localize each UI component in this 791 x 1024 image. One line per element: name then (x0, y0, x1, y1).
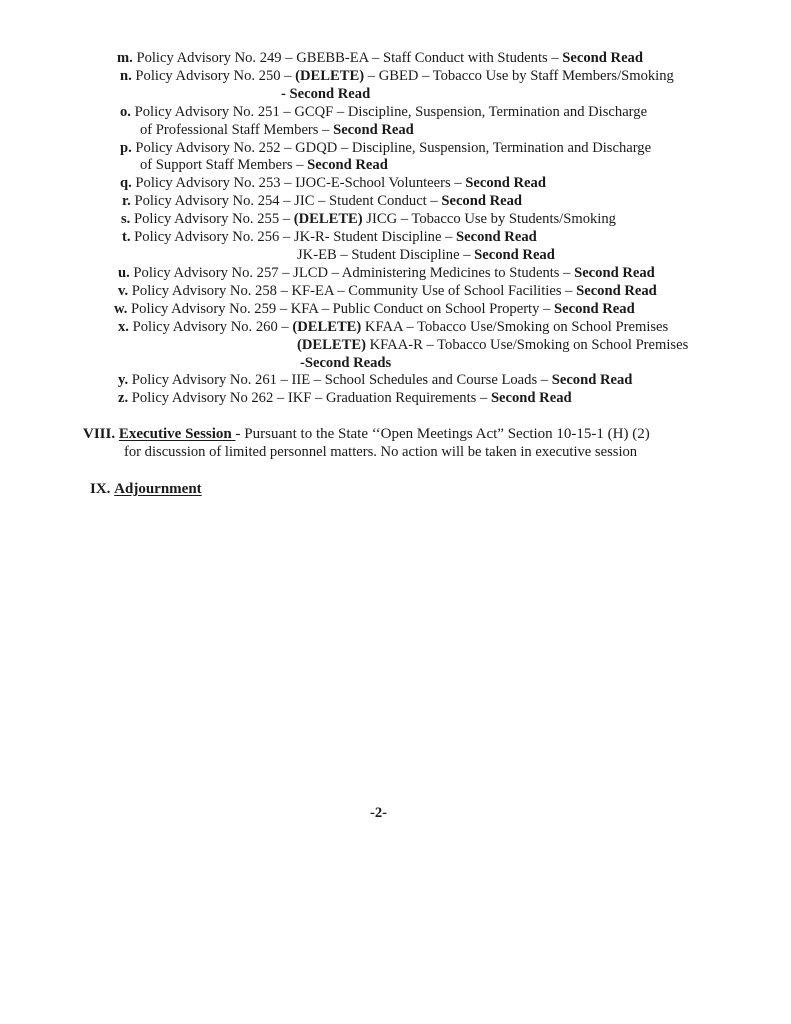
item-letter: u. (118, 265, 130, 281)
item-text: Policy Advisory No 262 – IKF – Graduation Requirements – (131, 390, 491, 406)
list-item (114, 301, 635, 318)
item-status: -Second Reads (300, 355, 392, 371)
list-item (120, 140, 651, 157)
section-number: VIII. (83, 426, 116, 442)
section-title: Adjournment (114, 481, 202, 497)
list-item (118, 319, 668, 336)
item-text: of Professional Staff Members – (140, 122, 334, 138)
list-item (117, 50, 643, 67)
item-status: Second Read (456, 229, 537, 245)
list-item (122, 229, 537, 246)
item-letter: r. (122, 193, 131, 209)
item-status: Second Read (562, 50, 643, 66)
section-text: for discussion of limited personnel matters. No action will be taken in executive session (124, 444, 638, 460)
list-item (118, 283, 657, 300)
item-text: JK-EB – Student Discipline – (297, 247, 475, 263)
list-item (118, 265, 655, 282)
delete-tag: (DELETE) (297, 337, 366, 353)
item-text: Policy Advisory No. 259 – KFA – Public Conduct on School Property – (131, 301, 555, 317)
item-letter: x. (118, 319, 129, 335)
item-status: Second Read (490, 390, 572, 406)
list-item-continuation (297, 247, 555, 264)
item-text-continued: JICG – Tobacco Use by Students/Smoking (362, 211, 616, 227)
section-number: IX. (90, 481, 111, 497)
item-text: Policy Advisory No. 254 – JIC – Student Conduct – (134, 193, 442, 209)
item-status: Second Read (333, 122, 414, 138)
item-status: Second Read (554, 301, 635, 317)
section-text-continuation (124, 444, 637, 461)
list-item (118, 372, 632, 389)
list-item-continuation (297, 337, 688, 354)
list-item (120, 175, 546, 192)
item-text: Policy Advisory No. 249 – GBEBB-EA – Staff Conduct with Students – (136, 50, 563, 66)
item-letter: v. (118, 283, 129, 299)
item-letter: o. (120, 104, 131, 120)
item-status: Second Read (441, 193, 523, 209)
item-status: - Second Read (281, 86, 371, 102)
section-adjournment (90, 481, 202, 498)
section-title: Executive Session (118, 426, 236, 442)
item-letter: s. (121, 211, 131, 227)
item-text: Policy Advisory No. 260 – (132, 319, 293, 335)
list-item-continuation (140, 157, 388, 174)
list-item (121, 211, 616, 228)
item-letter: q. (120, 175, 132, 191)
list-item-continuation (281, 86, 370, 103)
item-letter: p. (120, 140, 132, 156)
list-item (120, 68, 674, 85)
item-text: Policy Advisory No. 252 – GDQD – Discipline, Suspension, Termination and Discharge (135, 140, 652, 156)
delete-tag: (DELETE) (295, 68, 365, 84)
delete-tag: (DELETE) (293, 211, 363, 227)
section-executive-session (83, 426, 650, 443)
item-text-continued: KFAA-R – Tobacco Use/Smoking on School Premises (365, 337, 689, 353)
item-status: Second Read (474, 247, 555, 263)
item-letter: y. (118, 372, 129, 388)
item-status: Second Read (576, 283, 657, 299)
item-letter: n. (120, 68, 132, 84)
page-number: -2- (370, 805, 388, 821)
item-status: Second Read (574, 265, 655, 281)
item-text-continued: – GBED – Tobacco Use by Staff Members/Smoking (364, 68, 674, 84)
item-text-continued: KFAA – Tobacco Use/Smoking on School Premises (361, 319, 669, 335)
item-text: of Support Staff Members – (140, 157, 308, 173)
item-text: Policy Advisory No. 253 – IJOC-E-School Volunteers – (135, 175, 466, 191)
item-status: Second Read (465, 175, 546, 191)
item-letter: z. (118, 390, 129, 406)
list-item (122, 193, 522, 210)
item-text: Policy Advisory No. 251 – GCQF – Discipline, Suspension, Termination and Discharge (134, 104, 648, 120)
section-text: - Pursuant to the State ‘‘Open Meetings Act” Section 10-15-1 (H) (2) (235, 426, 650, 442)
item-status: Second Read (307, 157, 388, 173)
item-text: Policy Advisory No. 258 – KF-EA – Community Use of School Facilities – (131, 283, 577, 299)
list-item-continuation (140, 122, 414, 139)
list-item (118, 390, 572, 407)
item-text: Policy Advisory No. 261 – IIE – School Schedules and Course Loads – (131, 372, 552, 388)
item-text: Policy Advisory No. 255 – (133, 211, 294, 227)
item-text: Policy Advisory No. 256 – JK-R- Student Discipline – (134, 229, 457, 245)
item-text: Policy Advisory No. 257 – JLCD – Administering Medicines to Students – (133, 265, 575, 281)
list-item (120, 104, 647, 121)
item-letter: w. (114, 301, 128, 317)
item-letter: m. (117, 50, 133, 66)
list-item-continuation (300, 355, 391, 372)
delete-tag: (DELETE) (292, 319, 362, 335)
item-text: Policy Advisory No. 250 – (135, 68, 296, 84)
item-letter: t. (122, 229, 131, 245)
item-status: Second Read (551, 372, 633, 388)
